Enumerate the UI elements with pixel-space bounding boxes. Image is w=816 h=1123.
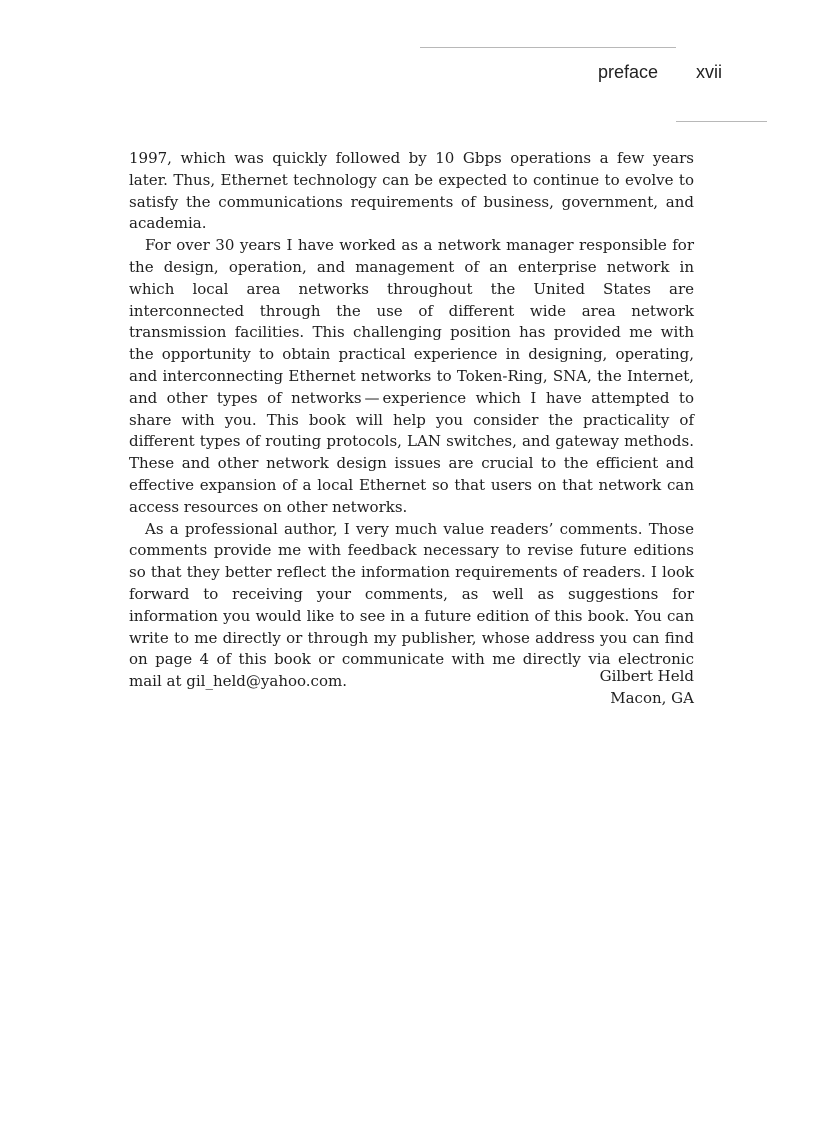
- author-name: Gilbert Held: [599, 667, 694, 685]
- margin-rule: [676, 121, 767, 122]
- signature-block: [129, 665, 694, 709]
- running-head: [560, 60, 722, 88]
- paragraph-2: For over 30 years I have worked as a network manager responsible for the design, operation, and management of an enterprise network in which local area networks throughout the United States are interconnected through the use of different wide area network transmission facilities. This challenging position has provided me with the opportunity to obtain practical experience in designing, operating, and interconnecting Ethernet networks to Token-Ring, SNA, the Internet, and other types of networks — experience which I have attempted to share with you. This book will help you consider the practicality of different types of routing protocols, LAN switches, and gateway methods. These and other network design issues are crucial to the efficient and effective expansion of a local Ethernet so that users on that network can access resources on other networks.: [129, 236, 694, 516]
- paragraph-3: As a professional author, I very much value readers’ comments. Those comments provide me with feedback necessary to revise future editions so that they better reflect the information requirements of readers. I look forward to receiving your comments, as well as suggestions for information you would like to see in a future edition of this book. You can write to me directly or through my publisher, whose address you can find on page 4 of this book or communicate with me directly via electronic mail at gil_held@yahoo.com.: [129, 519, 694, 691]
- paragraph-1: 1997, which was quickly followed by 10 Gbps operations a few years later. Thus, Ethernet technology can be expected to continue to evolve to satisfy the communications requirements of business, government, and academia.: [129, 149, 694, 233]
- page-number: xvii: [696, 62, 722, 82]
- author-location: Macon, GA: [610, 689, 694, 707]
- header-rule: [420, 47, 676, 48]
- running-head-section: preface: [597, 62, 658, 82]
- body-text: [129, 148, 694, 693]
